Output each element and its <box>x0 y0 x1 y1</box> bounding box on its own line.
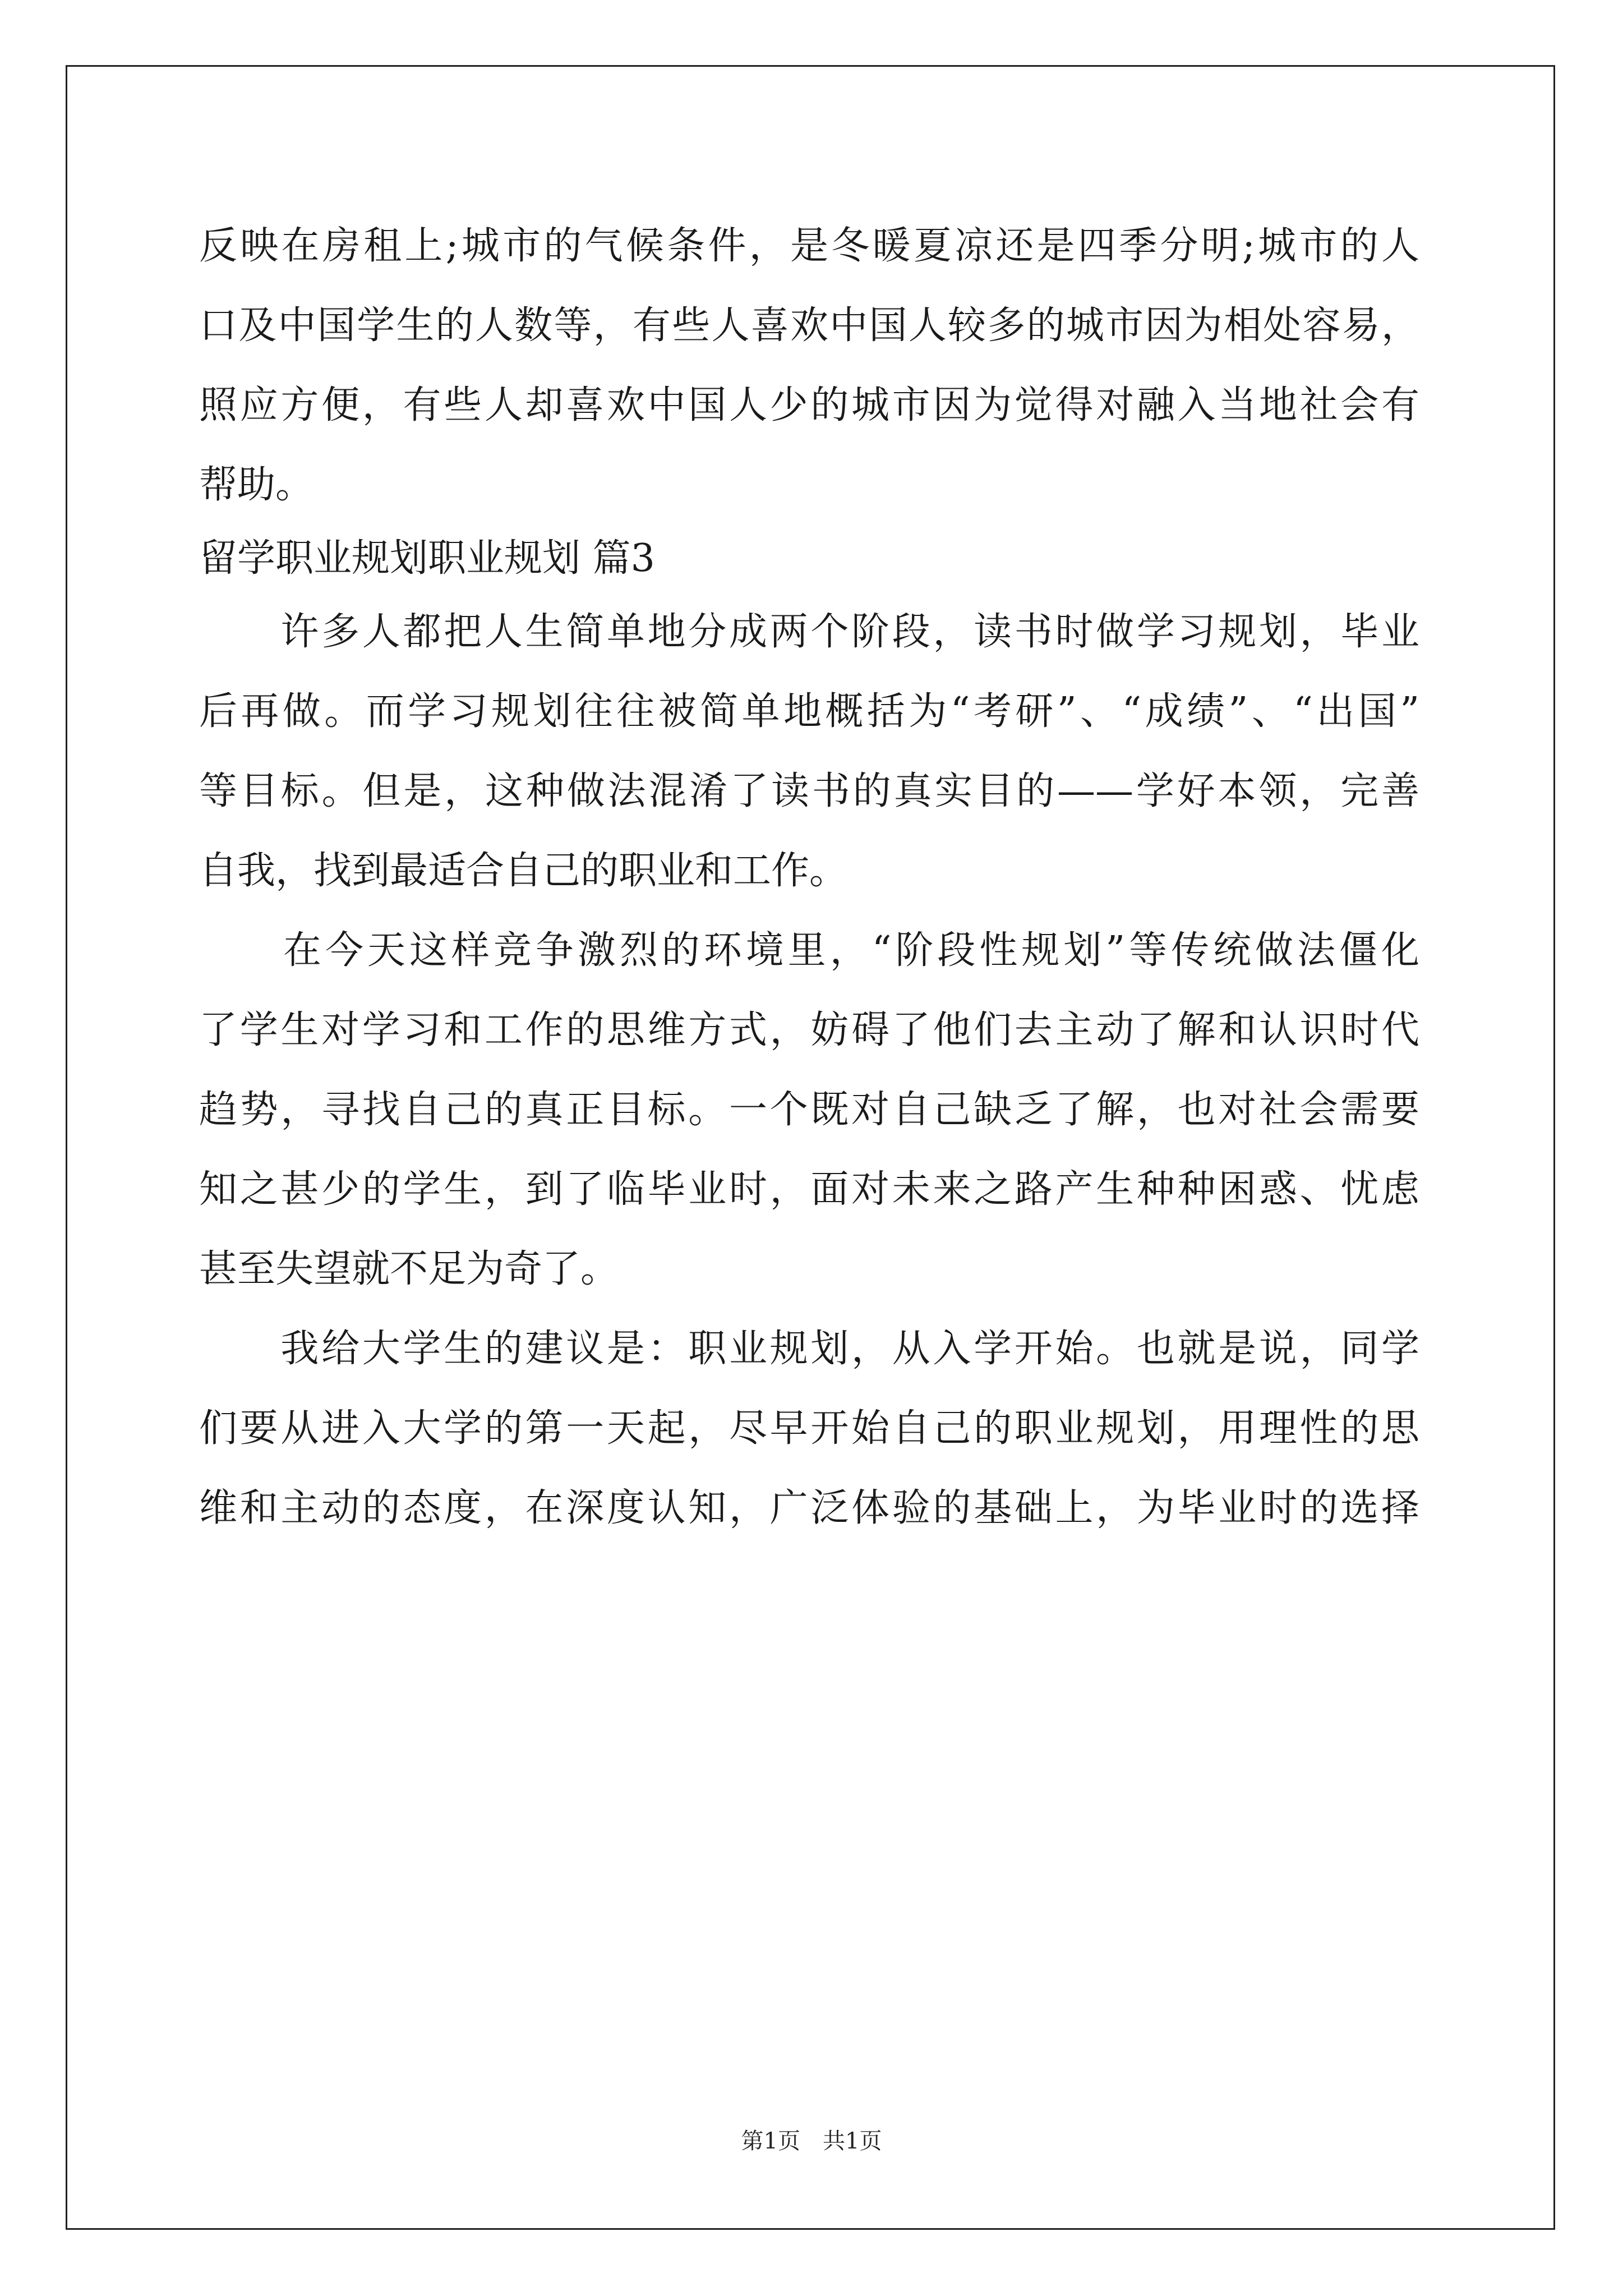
text-line: 照应方便，有些人却喜欢中国人少的城市因为觉得对融入当地社会有 <box>199 383 1419 427</box>
text-line: 在今天这样竞争激烈的环境里，“阶段性规划”等传统做法僵化 <box>199 928 1419 973</box>
page-footer: 第1页 共1页 <box>741 2128 882 2154</box>
text-line: 反映在房租上;城市的气候条件，是冬暖夏凉还是四季分明;城市的人 <box>199 224 1419 268</box>
text-line: 自我，找到最适合自己的职业和工作。 <box>199 849 848 893</box>
text-line: 后再做。而学习规划往往被简单地概括为“考研”、“成绩”、“出国” <box>199 689 1419 734</box>
text-line: 维和主动的态度，在深度认知，广泛体验的基础上，为毕业时的选择 <box>199 1486 1419 1530</box>
text-line: 帮助。 <box>199 463 314 507</box>
text-line: 了学生对学习和工作的思维方式，妨碍了他们去主动了解和认识时代 <box>199 1008 1419 1052</box>
text-line: 等目标。但是，这种做法混淆了读书的真实目的——学好本领，完善 <box>199 769 1419 813</box>
text-line: 许多人都把人生简单地分成两个阶段，读书时做学习规划，毕业 <box>199 610 1419 654</box>
text-line: 口及中国学生的人数等，有些人喜欢中国人较多的城市因为相处容易， <box>199 303 1419 348</box>
text-line: 们要从进入大学的第一天起，尽早开始自己的职业规划，用理性的思 <box>199 1406 1419 1451</box>
text-line: 趋势，寻找自己的真正目标。一个既对自己缺乏了解，也对社会需要 <box>199 1088 1419 1132</box>
text-line: 我给大学生的建议是：职业规划，从入学开始。也就是说，同学 <box>199 1327 1419 1371</box>
section-heading: 留学职业规划职业规划 篇3 <box>199 536 655 581</box>
text-line: 知之甚少的学生，到了临毕业时，面对未来之路产生种种困惑、忧虑 <box>199 1167 1419 1212</box>
text-line: 甚至失望就不足为奇了。 <box>199 1247 619 1291</box>
